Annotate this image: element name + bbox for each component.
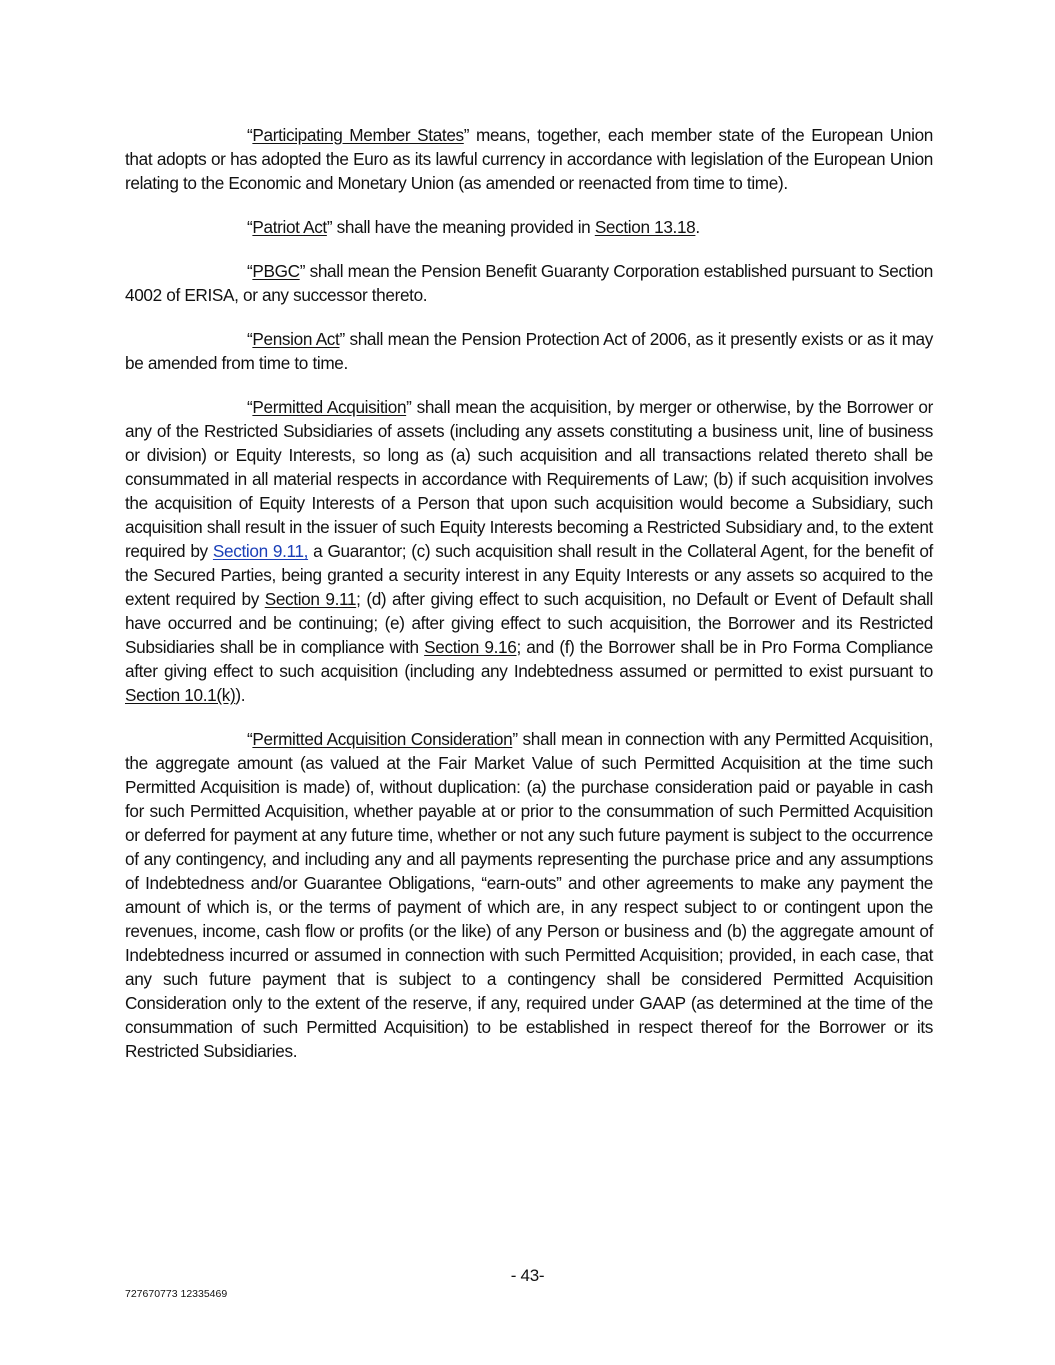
section-reference: Section 10.1(k) — [125, 685, 236, 705]
page-number: - 43- — [510, 1266, 545, 1285]
open-quote: “ — [247, 125, 253, 145]
open-quote: “ — [247, 729, 253, 749]
section-9-11-link[interactable]: Section 9.11, — [212, 541, 309, 561]
definition-text: ” shall mean the acquisition, by merger or otherwise, by the Borrower or any of the Restricted Subsidiaries of assets (including any assets constituting a business unit, line of business or division) or Equity Interests, so long as (a) such acquisition and all transactions related thereto shall be consummated in all material respects in accordance with Requirements of Law; (b) if such acquisition involves the acquisition of Equity Interests of a Person that upon such acquisition would become a Subsidiary, such acquisition shall result in the issuer of such Equity Interests becoming a Restricted Subsidiary and, to the extent required by — [125, 397, 933, 561]
definition-text: ” shall mean the Pension Benefit Guaranty Corporation established pursuant to Section 4002 of ERISA, or any successor thereto. — [125, 261, 933, 305]
definition-permitted-acquisition — [125, 395, 933, 707]
defined-term: Participating Member States — [252, 125, 464, 145]
definition-pbgc — [125, 259, 933, 307]
section-reference: Section 9.11 — [264, 589, 357, 609]
defined-term: Patriot Act — [252, 217, 327, 237]
defined-term: Permitted Acquisition — [252, 397, 407, 417]
definition-text: ” shall mean in connection with any Permitted Acquisition, the aggregate amount (as valued at the Fair Market Value of such Permitted Acquisition at the time such Permitted Acquisition is made) of, without duplication: (a) the purchase consideration paid or payable in cash for such Permitted Acquisition, whether payable at or prior to the consummation of such Permitted Acquisition or deferred for payment at any future time, whether or not any such future payment is subject to the occurrence of any contingency, and including any and all payments representing the purchase price and any assumptions of Indebtedness and/or Guarantee Obligations, “earn-outs” and other agreements to make any payment the amount of which is, or the terms of payment of which are, in any respect subject to or contingent upon the revenues, income, cash flow or profits (or the like) of any Person or business and (b) the aggregate amount of Indebtedness incurred or assumed in connection with such Permitted Acquisition; provided, in each case, that any such future payment that is subject to a contingency shall be considered Permitted Acquisition Consideration only to the extent of the reserve, if any, required under GAAP (as determined at the time of the consummation of such Permitted Acquisition) to be established in respect thereof for the Borrower or its Restricted Subsidiaries. — [125, 729, 933, 1061]
definition-pension-act — [125, 327, 933, 375]
defined-term: Pension Act — [252, 329, 340, 349]
defined-term: Permitted Acquisition Consideration — [252, 729, 513, 749]
definition-text: ; (d) after giving effect to such acquisition, no Default or Event of Default shall have occurred and be continuing; (e) after giving effect to such acquisition, the Borrower and its Restricted Subsidiaries shall be in compliance with — [125, 589, 933, 657]
definition-patriot-act — [125, 215, 933, 239]
open-quote: “ — [247, 261, 253, 281]
open-quote: “ — [247, 217, 253, 237]
defined-term: PBGC — [252, 261, 300, 281]
definitions-section — [125, 123, 933, 1083]
section-reference: Section 9.16 — [424, 637, 517, 657]
section-reference: Section 13.18 — [594, 217, 696, 237]
open-quote: “ — [247, 329, 253, 349]
definition-participating-member-states — [125, 123, 933, 195]
definition-text: ” shall mean the Pension Protection Act of 2006, as it presently exists or as it may be amended from time to time. — [125, 329, 934, 373]
definition-text: . — [695, 217, 700, 237]
definition-text: a Guarantor; (c) such acquisition shall result in the Collateral Agent, for the benefit of the Secured Parties, being granted a security interest in any Equity Interests or any assets so acquired to the extent required by — [125, 541, 933, 609]
definition-text: ” means, together, each member state of the European Union that adopts or has adopted the Euro as its lawful currency in accordance with legislation of the European Union relating to the Economic and Monetary Union (as amended or reenacted from time to time). — [125, 125, 933, 193]
open-quote: “ — [247, 397, 253, 417]
definition-text: ). — [235, 685, 246, 705]
definition-permitted-acquisition-consideration — [125, 727, 933, 1063]
document-id: 727670773 12335469 — [125, 1288, 228, 1300]
definition-text: ” shall have the meaning provided in — [326, 217, 595, 237]
definition-text: ; and (f) the Borrower shall be in Pro Forma Compliance after giving effect to such acquisition (including any Indebtedness assumed or permitted to exist pursuant to — [125, 637, 934, 681]
